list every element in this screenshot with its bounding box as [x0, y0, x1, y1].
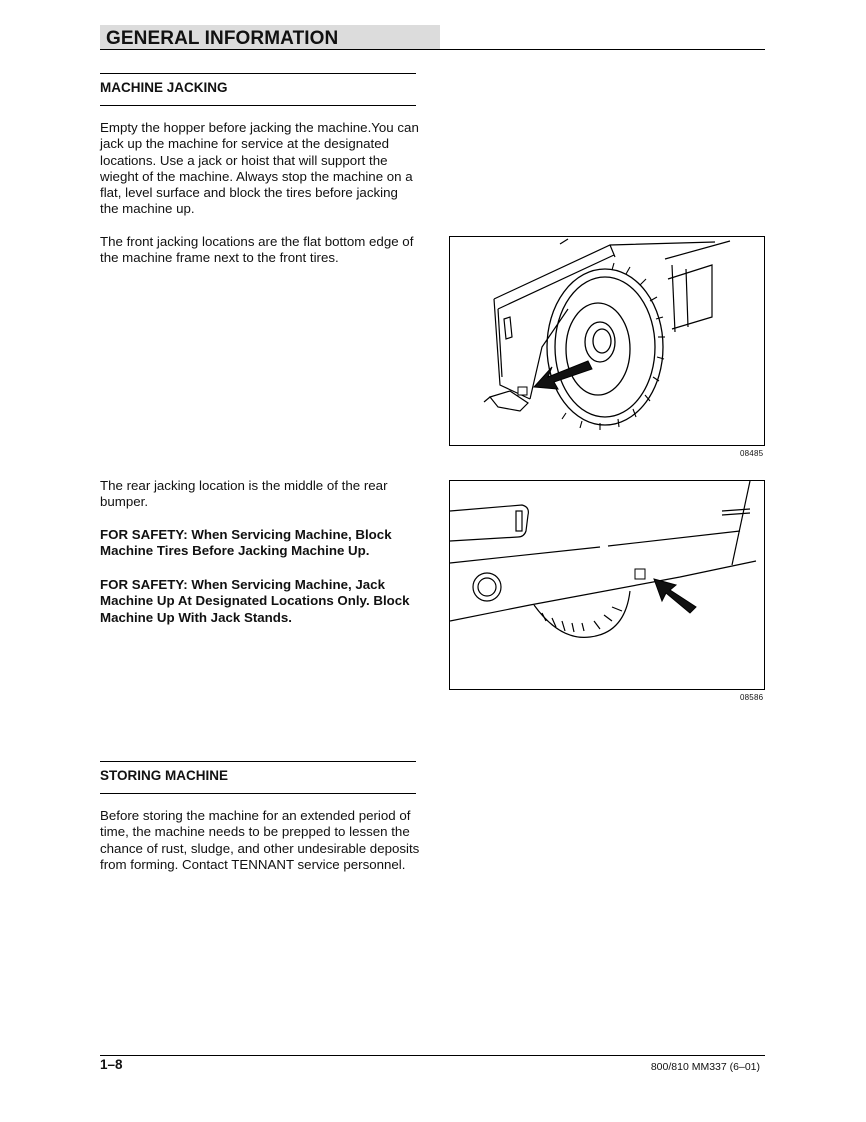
page-title: GENERAL INFORMATION [106, 28, 339, 49]
rear-jacking-paragraph: The rear jacking location is the middle of the rear bumper. [100, 478, 388, 510]
section-heading-jacking: MACHINE JACKING [100, 80, 228, 95]
front-jacking-figure [449, 236, 765, 446]
section-rule-bottom [100, 793, 416, 794]
jacking-intro-paragraph: Empty the hopper before jacking the machine.You can jack up the machine for service at the designated locations. Use a jack or hoist that will support the wieght of the machine. Always stop the machine on a flat, level surface and block the tires before jacking the machine up. [100, 120, 419, 217]
front-jacking-paragraph: The front jacking locations are the flat bottom edge of the machine frame next to the front tires. [100, 234, 414, 266]
section-rule-top [100, 761, 416, 762]
document-id: 800/810 MM337 (6–01) [650, 1061, 760, 1073]
safety-warning-2: FOR SAFETY: When Servicing Machine, Jack Machine Up At Designated Locations Only. Block Machine Up With Jack Stands. [100, 577, 410, 625]
safety-warning-1: FOR SAFETY: When Servicing Machine, Block Machine Tires Before Jacking Machine Up. [100, 527, 392, 559]
front-figure-code: 08485 [740, 449, 764, 458]
rear-figure-code: 08586 [740, 693, 764, 702]
section-rule-bottom [100, 105, 416, 106]
page-number: 1–8 [100, 1057, 123, 1072]
storing-paragraph: Before storing the machine for an extended period of time, the machine needs to be prepped to lessen the chance of rust, sludge, and other undesirable deposits from forming. Contact TENNANT service personnel. [100, 808, 420, 872]
section-heading-storing: STORING MACHINE [100, 768, 229, 783]
header-rule [100, 49, 765, 50]
footer-rule [100, 1055, 765, 1056]
section-rule-top [100, 73, 416, 74]
rear-jacking-figure [449, 480, 765, 690]
